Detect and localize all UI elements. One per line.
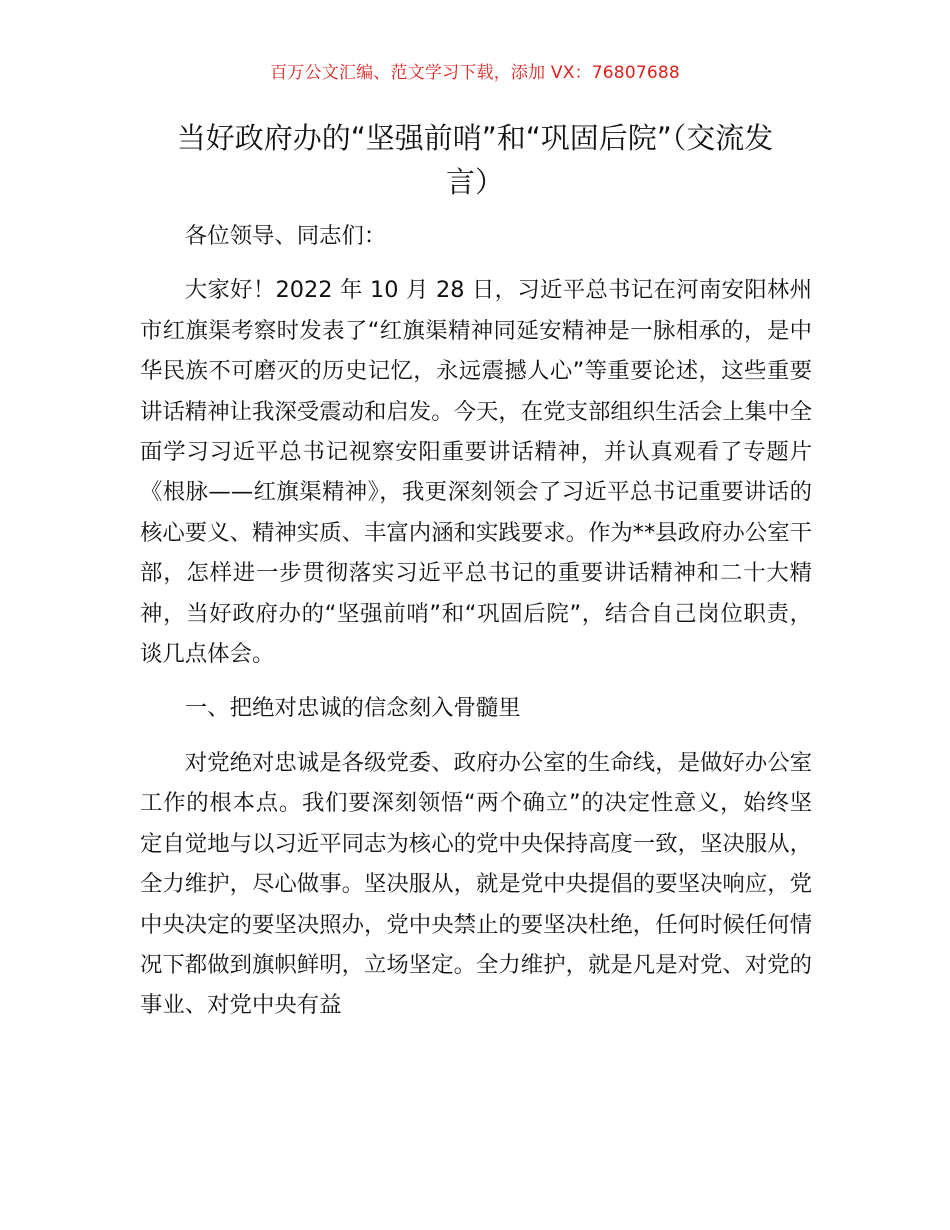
salutation: 各位领导、同志们： (184, 223, 387, 249)
section-heading: 一、把绝对忠诚的信念刻入骨髓里 (184, 695, 521, 722)
watermark-header: 百万公文汇编、范文学习下载，添加 VX：76807688 (270, 63, 680, 83)
body-paragraph: 大家好！2022 年 10 月 28 日，习近平总书记在河南安阳林州市红旗渠考察时发表了“红旗渠精神同延安精神是一脉相承的，是中华民族不可磨灭的历史记忆，永远震撼人心”等重要论述，这些重要讲话精神让我深受震动和启发。今天，在党支部组织生活会上集中全面学习习近平总书记视察安阳重要讲话精神，并认真观看了专题片《根脉——红旗渠精神》，我更深刻领会了习近平总书记重要讲话的核心要义、精神实质、丰富内涵和实践要求。作为**县政府办公室干部，怎样进一步贯彻落实习近平总书记的重要讲话精神和二十大精神，当好政府办的“坚强前哨”和“巩固后院”，结合自己岗位职责，谈几点体会。 (140, 277, 812, 668)
document-body (140, 216, 812, 1040)
section-paragraph: 对党绝对忠诚是各级党委、政府办公室的生命线，是做好办公室工作的根本点。我们要深刻领悟“两个确立”的决定性意义，始终坚定自觉地与以习近平同志为核心的党中央保持高度一致，坚决服从，全力维护，尽心做事。坚决服从，就是党中央提倡的要坚决响应，党中央决定的要坚决照办，党中央禁止的要坚决杜绝，任何时候任何情况下都做到旗帜鲜明，立场坚定。全力维护，就是凡是对党、对党的事业、对党中央有益 (140, 749, 812, 1019)
document-title: 当好政府办的“坚强前哨”和“巩固后院”（交流发言） (176, 121, 774, 199)
